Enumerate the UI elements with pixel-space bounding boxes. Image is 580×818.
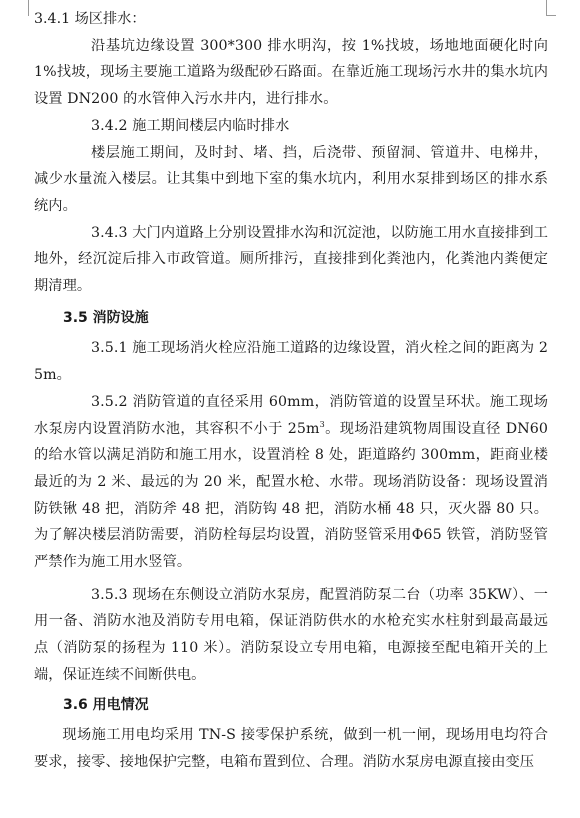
section-3-4-2-title: 3.4.2 施工期间楼层内临时排水 [91, 117, 290, 134]
section-3-4-1-paragraph: 沿基坑边缘设置 300*300 排水明沟，按 1%找坡，场地地面硬化时向 1%找坡，现场主要施工道路为级配砂石路面。在靠近施工现场污水井的集水坑内设置 DN200 的水管伸入污水井内，进行排水。 [34, 37, 548, 108]
cubic-superscript: 3 [319, 419, 325, 429]
section-3-5-3-paragraph: 3.5.3 现场在东侧设立消防水泵房，配置消防泵二台（功率 35KW）、一用一备、消防水池及消防专用电箱，保证消防供水的水枪充实水柱射到最高最远点（消防泵的扬程为 110 米）。消防泵设立专用电箱，电源接至配电箱开关的上端，保证连续不间断供电。 [34, 586, 548, 683]
section-3-6-paragraph: 现场施工用电均采用 TN-S 接零保护系统，做到一机一闸，现场用电均符合要求，接零、接地保护完整，电箱布置到位、合理。消防水泵房电源直接由变压 [34, 727, 548, 770]
section-3-4-1-title: 3.4.1 场区排水： [34, 11, 146, 27]
document-body [34, 6, 548, 776]
section-3-6-heading: 3.6 用电情况 [63, 696, 149, 713]
section-3-5-heading: 3.5 消防设施 [63, 309, 149, 326]
section-3-5-2-paragraph [34, 389, 548, 576]
section-3-4-2-paragraph: 楼层施工期间，及时封、堵、挡，后浇带、预留洞、管道井、电梯井，减少水量流入楼层。让其集中到地下室的集水坑内，利用水泵排到场区的排水系统内。 [34, 144, 548, 214]
section-3-5-1-paragraph: 3.5.1 施工现场消火栓应沿施工道路的边缘设置，消火栓之间的距离为 25m。 [34, 340, 548, 384]
section-3-5-2-text-b: 。现场沿建筑物周围设直径 DN60 的给水管以满足消防和施工用水，设置消栓 8 处，距道路约 300mm，距商业楼最近的为 2 米、最远的为 20 米，配置水枪、水带。现场消防设备：现场设置消防铁锹 48 把，消防斧 48 把，消防钩 48 把，消防水桶 48 只，灭火器 80 只。为了解决楼层消防需要，消防栓每层均设置，消防竖管采用Φ65 铁管，消防竖管严禁作为施工用水竖管。 [34, 420, 548, 571]
section-3-4-3-paragraph: 3.4.3 大门内道路上分别设置排水沟和沉淀池，以防施工用水直接排到工地外，经沉淀后排入市政管道。厕所排污，直接排到化粪池内，化粪池内粪便定期清理。 [34, 224, 548, 295]
section-3-5-2-text-a: 3.5.2 消防管道的直径采用 60mm，消防管道的设置呈环状。施工现场水泵房内设置消防水池，其容积不小于 25m [34, 393, 548, 437]
page-corner-mark-left [28, 0, 29, 16]
